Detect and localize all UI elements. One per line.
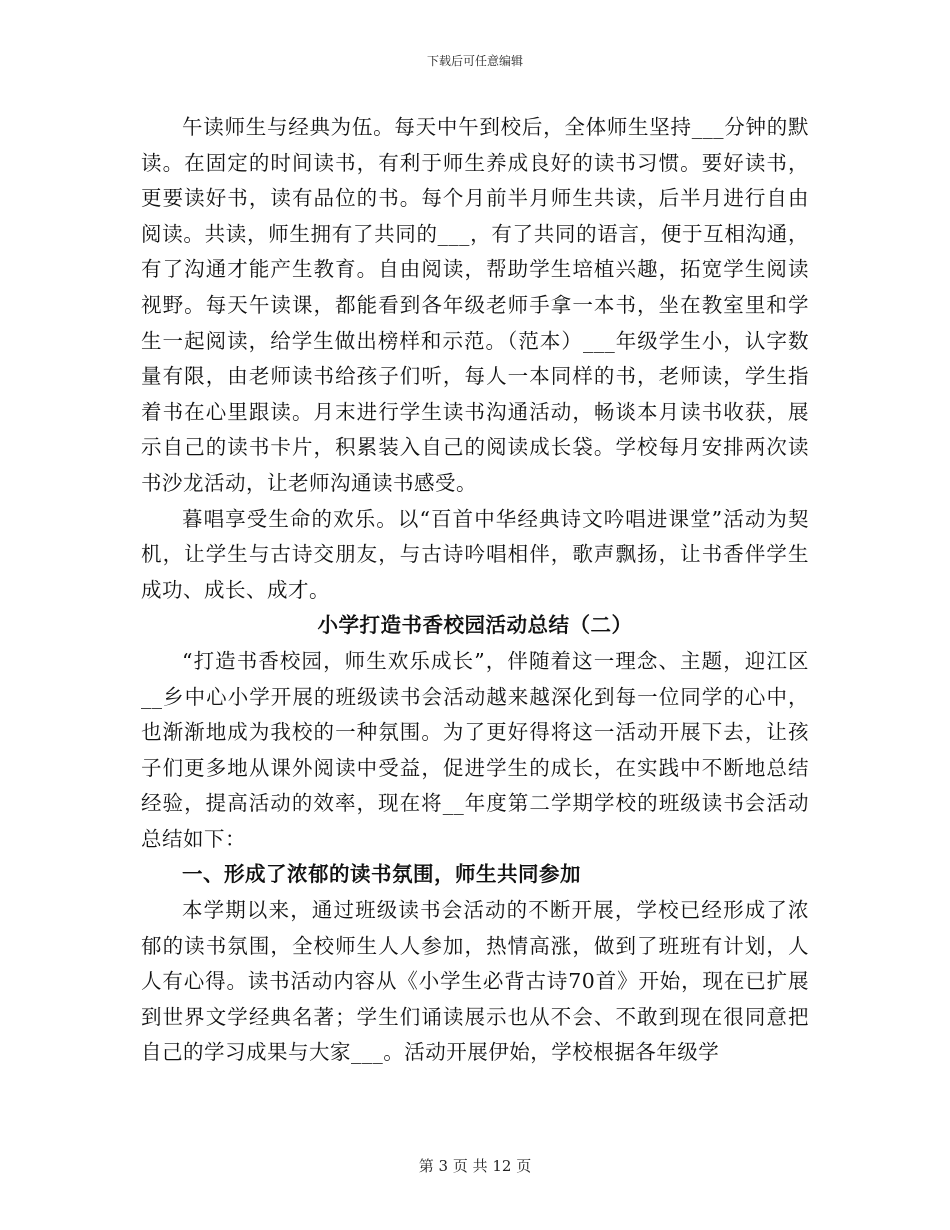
paragraph-atmosphere: 本学期以来，通过班级读书会活动的不断开展，学校已经形成了浓郁的读书氛围，全校师生人人参加，热情高涨，做到了班班有计划，人人有心得。读书活动内容从《小学生必背古诗70首》开始，现在已扩展到世界文学经典名著；学生们诵读展示也从不会、不敢到现在很同意把自己的学习成果与大家___。活动开展伊始，学校根据各年级学	[141, 898, 809, 1065]
section-title: 小学打造书香校园活动总结（二）	[317, 613, 633, 638]
subheading-one: 一、形成了浓郁的读书氛围，师生共同参加	[182, 862, 581, 887]
document-body	[141, 110, 809, 1071]
paragraph-intro: “打造书香校园，师生欢乐成长”，伴随着这一理念、主题，迎江区__乡中心小学开展的班级读书会活动越来越深化到每一位同学的心中，也渐渐地成为我校的一种氛围。为了更好得将这一活动开展下去，让孩子们更多地从课外阅读中受益，促进学生的成长，在实践中不断地总结经验，提高活动的效率，现在将__年度第二学期学校的班级读书会活动总结如下：	[141, 648, 809, 851]
page-number: 第 3 页 共 12 页	[418, 1157, 532, 1175]
paragraph-noon-reading: 午读师生与经典为伍。每天中午到校后，全体师生坚持___分钟的默读。在固定的时间读书，有利于师生养成良好的读书习惯。要好读书，更要读好书，读有品位的书。每个月前半月师生共读，后半月进行自由阅读。共读，师生拥有了共同的___，有了共同的语言，便于互相沟通，有了沟通才能产生教育。自由阅读，帮助学生培植兴趣，拓宽学生阅读视野。每天午读课，都能看到各年级老师手拿一本书，坐在教室里和学生一起阅读，给学生做出榜样和示范。（范本）___年级学生小，认字数量有限，由老师读书给孩子们听，每人一本同样的书，老师读，学生指着书在心里跟读。月末进行学生读书沟通活动，畅谈本月读书收获，展示自己的读书卡片，积累装入自己的阅读成长袋。学校每月安排两次读书沙龙活动，让老师沟通读书感受。	[141, 115, 809, 495]
header-note: 下载后可任意编辑	[426, 54, 523, 68]
paragraph-evening-singing: 暮唱享受生命的欢乐。以“百首中华经典诗文吟唱进课堂”活动为契机，让学生与古诗交朋友，与古诗吟唱相伴，歌声飘扬，让书香伴学生成功、成长、成才。	[141, 506, 809, 602]
